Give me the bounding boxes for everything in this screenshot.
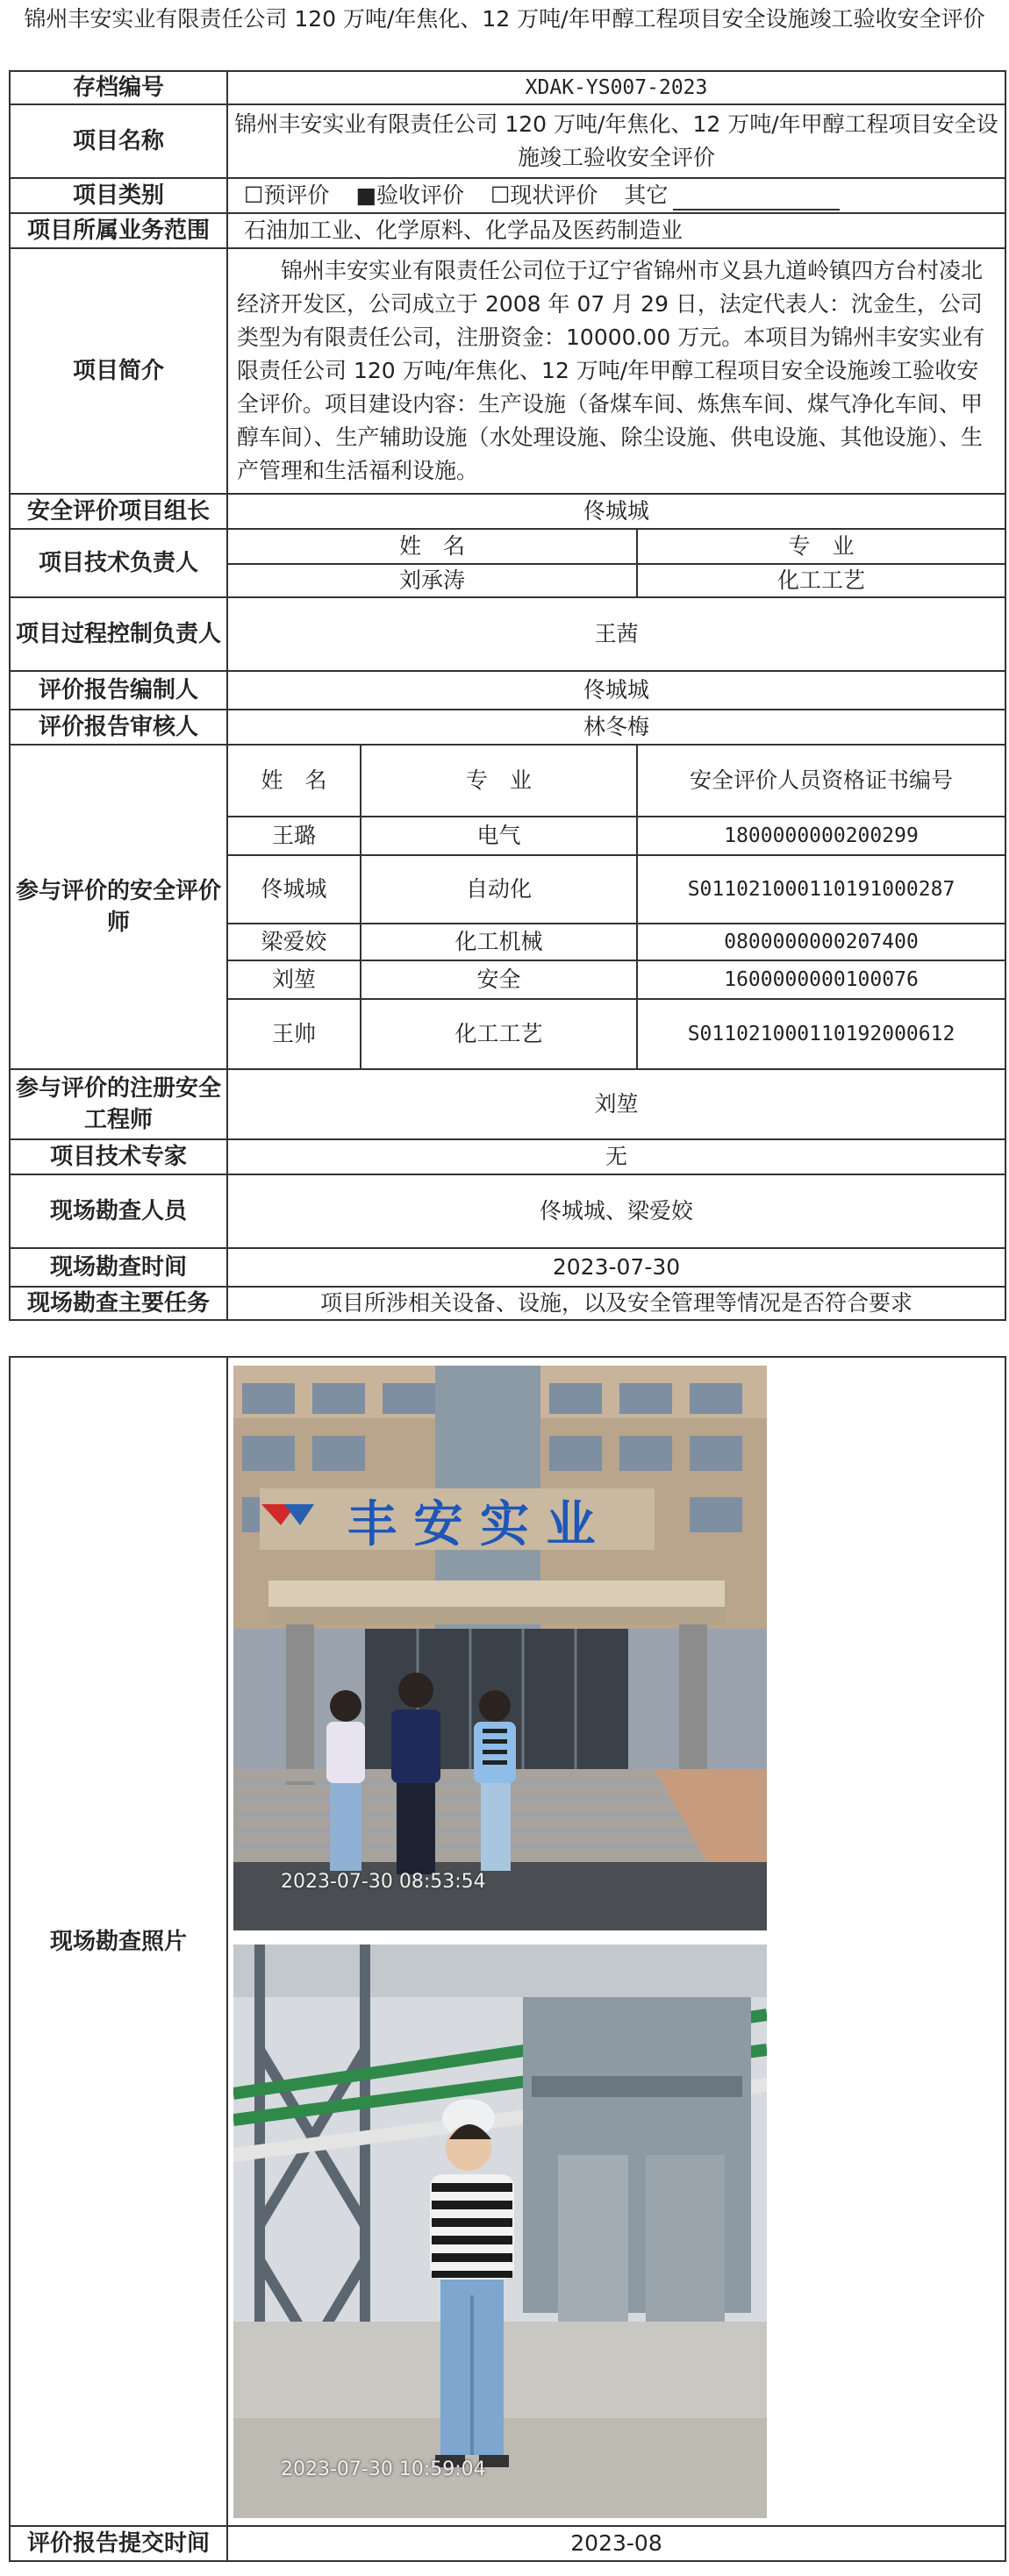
row-intro	[10, 248, 1005, 494]
business-scope-value: 石油加工业、化学原料、化学品及医药制造业	[227, 213, 1005, 248]
compiler-value: 佟城城	[227, 671, 1005, 710]
project-name-value: 锦州丰安实业有限责任公司 120 万吨/年焦化、12 万吨/年甲醇工程项目安全设施竣工验收安全评价	[227, 104, 1005, 178]
archive-no-label: 存档编号	[10, 71, 227, 104]
tech-lead-name: 刘承涛	[227, 564, 637, 597]
evaluator-major: 化工工艺	[361, 999, 637, 1069]
option-pre-eval	[244, 181, 329, 211]
row-survey-task	[10, 1287, 1005, 1320]
row-survey-time	[10, 1248, 1005, 1287]
evaluator-major: 安全	[361, 960, 637, 999]
tech-lead-name-header: 姓 名	[227, 529, 637, 564]
evaluator-cert: 0800000000207400	[637, 924, 1005, 960]
reviewer-value: 林冬梅	[227, 710, 1005, 745]
building-photo-image	[233, 1366, 767, 1930]
leader-label: 安全评价项目组长	[10, 494, 227, 529]
tech-lead-major-header: 专 业	[637, 529, 1005, 564]
row-archive-no	[10, 71, 1005, 104]
process-ctrl-value: 王茜	[227, 597, 1005, 671]
option-label: 验收评价	[376, 182, 465, 208]
checkbox-checked-icon: ■	[355, 182, 377, 208]
row-expert	[10, 1139, 1005, 1174]
evaluator-cert: S011021000110192000612	[637, 999, 1005, 1069]
reg-engineer-value: 刘堃	[227, 1069, 1005, 1139]
row-photos	[10, 1357, 1005, 2526]
info-table	[9, 70, 1006, 1321]
option-label: 现状评价	[510, 182, 598, 208]
project-type-options	[227, 178, 1005, 213]
leader-value: 佟城城	[227, 494, 1005, 529]
plant-photo-image	[233, 1944, 767, 2518]
option-status-eval	[490, 181, 598, 211]
intro-value: 锦州丰安实业有限责任公司位于辽宁省锦州市义县九道岭镇四方台村凌北经济开发区，公司成立于 2008 年 07 月 29 日，法定代表人：沈金生，公司类型为有限责任公司，注册资金：10000.00 万元。本项目为锦州丰安实业有限责任公司 120 万吨/年焦化、12 万吨/年甲醇工程项目安全设施竣工验收安全评价。项目建设内容：生产设施（备煤车间、炼焦车间、煤气净化车间、甲醇车间）、生产辅助设施（水处理设施、除尘设施、供电设施、其他设施）、生产管理和生活福利设施。	[227, 248, 1005, 494]
checkbox-icon: ☐	[490, 182, 511, 208]
survey-time-label: 现场勘查时间	[10, 1248, 227, 1287]
row-business-scope	[10, 213, 1005, 248]
process-ctrl-label: 项目过程控制负责人	[10, 597, 227, 671]
row-process-ctrl	[10, 597, 1005, 671]
building-sign-text: 丰 安 实 业	[347, 1495, 596, 1553]
compiler-label: 评价报告编制人	[10, 671, 227, 710]
project-type-label: 项目类别	[10, 178, 227, 213]
site-photo-building	[233, 1366, 767, 1930]
expert-label: 项目技术专家	[10, 1139, 227, 1174]
evaluator-major: 电气	[361, 817, 637, 855]
reg-engineer-label: 参与评价的注册安全工程师	[10, 1069, 227, 1139]
survey-task-label: 现场勘查主要任务	[10, 1287, 227, 1320]
photo2-timestamp: 2023-07-30 10:59:04	[281, 2458, 486, 2480]
business-scope-label: 项目所属业务范围	[10, 213, 227, 248]
evaluator-cert: S011021000110191000287	[637, 855, 1005, 924]
row-reg-engineer	[10, 1069, 1005, 1139]
row-leader	[10, 494, 1005, 529]
evaluator-cert: 1600000000100076	[637, 960, 1005, 999]
evaluators-label: 参与评价的安全评价师	[10, 745, 227, 1069]
row-submit-time	[10, 2526, 1005, 2561]
archive-no-value: XDAK-YS007-2023	[227, 71, 1005, 104]
row-project-name	[10, 104, 1005, 178]
evaluator-name: 梁爱姣	[227, 924, 361, 960]
tech-lead-label: 项目技术负责人	[10, 529, 227, 597]
submit-time-label: 评价报告提交时间	[10, 2526, 227, 2561]
intro-label: 项目简介	[10, 248, 227, 494]
option-acceptance-eval	[355, 181, 464, 211]
evaluators-major-header: 专 业	[361, 745, 637, 817]
document-title: 锦州丰安实业有限责任公司 120 万吨/年焦化、12 万吨/年甲醇工程项目安全设施竣工验收安全评价	[24, 6, 985, 32]
evaluator-name: 刘堃	[227, 960, 361, 999]
survey-time-value: 2023-07-30	[227, 1248, 1005, 1287]
evaluators-name-header: 姓 名	[227, 745, 361, 817]
row-tech-lead-header	[10, 529, 1005, 564]
option-other: 其它	[624, 182, 669, 208]
survey-task-value: 项目所涉相关设备、设施，以及安全管理等情况是否符合要求	[227, 1287, 1005, 1320]
checkbox-icon: ☐	[244, 182, 264, 208]
row-survey-people	[10, 1174, 1005, 1248]
evaluator-name: 王帅	[227, 999, 361, 1069]
submit-time-value: 2023-08	[227, 2526, 1005, 2561]
other-blank-line	[673, 188, 840, 211]
evaluators-cert-header: 安全评价人员资格证书编号	[637, 745, 1005, 817]
expert-value: 无	[227, 1139, 1005, 1174]
reviewer-label: 评价报告审核人	[10, 710, 227, 745]
evaluator-major: 化工机械	[361, 924, 637, 960]
tech-lead-major: 化工工艺	[637, 564, 1005, 597]
evaluator-cert: 1800000000200299	[637, 817, 1005, 855]
survey-people-value: 佟城城、梁爱姣	[227, 1174, 1005, 1248]
photo1-timestamp: 2023-07-30 08:53:54	[281, 1870, 486, 1893]
row-compiler	[10, 671, 1005, 710]
row-reviewer	[10, 710, 1005, 745]
evaluator-name: 王璐	[227, 817, 361, 855]
evaluator-name: 佟城城	[227, 855, 361, 924]
project-name-label: 项目名称	[10, 104, 227, 178]
option-label: 预评价	[263, 182, 330, 208]
row-project-type	[10, 178, 1005, 213]
site-photo-plant	[233, 1944, 767, 2518]
photos-cell	[227, 1357, 1005, 2526]
photo-table	[9, 1356, 1006, 2562]
row-evaluators-header	[10, 745, 1005, 817]
photos-label: 现场勘查照片	[10, 1357, 227, 2526]
evaluator-major: 自动化	[361, 855, 637, 924]
survey-people-label: 现场勘查人员	[10, 1174, 227, 1248]
